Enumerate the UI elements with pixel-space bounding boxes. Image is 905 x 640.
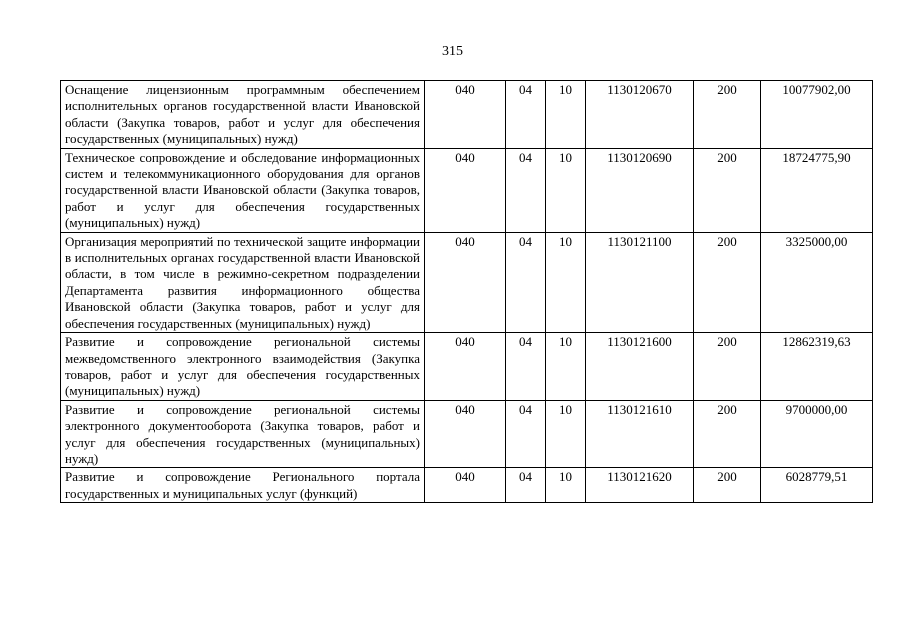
- ministry-code: 040: [425, 468, 506, 503]
- section-code: 04: [506, 468, 546, 503]
- table-row: [61, 400, 873, 468]
- target-code: 1130121600: [586, 333, 694, 401]
- row-description: Оснащение лицензионным программным обеспечением исполнительных органов государственной власти Ивановской области (Закупка товаров, работ и услуг для обеспечения государственных (муниципальных) нужд): [61, 81, 425, 149]
- row-description: Развитие и сопровождение региональной системы межведомственного электронного взаимодействия (Закупка товаров, работ и услуг для обеспечения государственных (муниципальных) нужд): [61, 333, 425, 401]
- subsection-code: 10: [546, 148, 586, 232]
- expense-type-code: 200: [694, 232, 761, 332]
- ministry-code: 040: [425, 333, 506, 401]
- page-number: 315: [442, 44, 463, 59]
- row-description: Техническое сопровождение и обследование информационных систем и телекоммуникационного оборудования для органов государственной власти Ивановской области (Закупка товаров, работ и услуг для обеспечения государственных (муниципальных) нужд): [61, 148, 425, 232]
- expense-type-code: 200: [694, 148, 761, 232]
- amount: 10077902,00: [761, 81, 873, 149]
- subsection-code: 10: [546, 232, 586, 332]
- amount: 12862319,63: [761, 333, 873, 401]
- subsection-code: 10: [546, 400, 586, 468]
- row-description: Организация мероприятий по технической защите информации в исполнительных органах государственной власти Ивановской области, в том числе в режимно-секретном подразделении Департамента развития информационного общества Ивановской области (Закупка товаров, работ и услуг для обеспечения государственных (муниципальных) нужд): [61, 232, 425, 332]
- target-code: 1130120690: [586, 148, 694, 232]
- section-code: 04: [506, 148, 546, 232]
- budget-table: [60, 80, 873, 503]
- table-row: [61, 468, 873, 503]
- table-row: [61, 232, 873, 332]
- amount: 3325000,00: [761, 232, 873, 332]
- table-row: [61, 148, 873, 232]
- target-code: 1130120670: [586, 81, 694, 149]
- expense-type-code: 200: [694, 468, 761, 503]
- table-row: [61, 81, 873, 149]
- amount: 9700000,00: [761, 400, 873, 468]
- expense-type-code: 200: [694, 81, 761, 149]
- target-code: 1130121610: [586, 400, 694, 468]
- row-description: Развитие и сопровождение Регионального портала государственных и муниципальных услуг (функций): [61, 468, 425, 503]
- subsection-code: 10: [546, 81, 586, 149]
- ministry-code: 040: [425, 400, 506, 468]
- section-code: 04: [506, 400, 546, 468]
- section-code: 04: [506, 232, 546, 332]
- section-code: 04: [506, 333, 546, 401]
- amount: 18724775,90: [761, 148, 873, 232]
- subsection-code: 10: [546, 333, 586, 401]
- ministry-code: 040: [425, 81, 506, 149]
- target-code: 1130121100: [586, 232, 694, 332]
- subsection-code: 10: [546, 468, 586, 503]
- table-row: [61, 333, 873, 401]
- ministry-code: 040: [425, 232, 506, 332]
- expense-type-code: 200: [694, 400, 761, 468]
- target-code: 1130121620: [586, 468, 694, 503]
- section-code: 04: [506, 81, 546, 149]
- expense-type-code: 200: [694, 333, 761, 401]
- row-description: Развитие и сопровождение региональной системы электронного документооборота (Закупка товаров, работ и услуг для обеспечения государственных (муниципальных) нужд): [61, 400, 425, 468]
- amount: 6028779,51: [761, 468, 873, 503]
- ministry-code: 040: [425, 148, 506, 232]
